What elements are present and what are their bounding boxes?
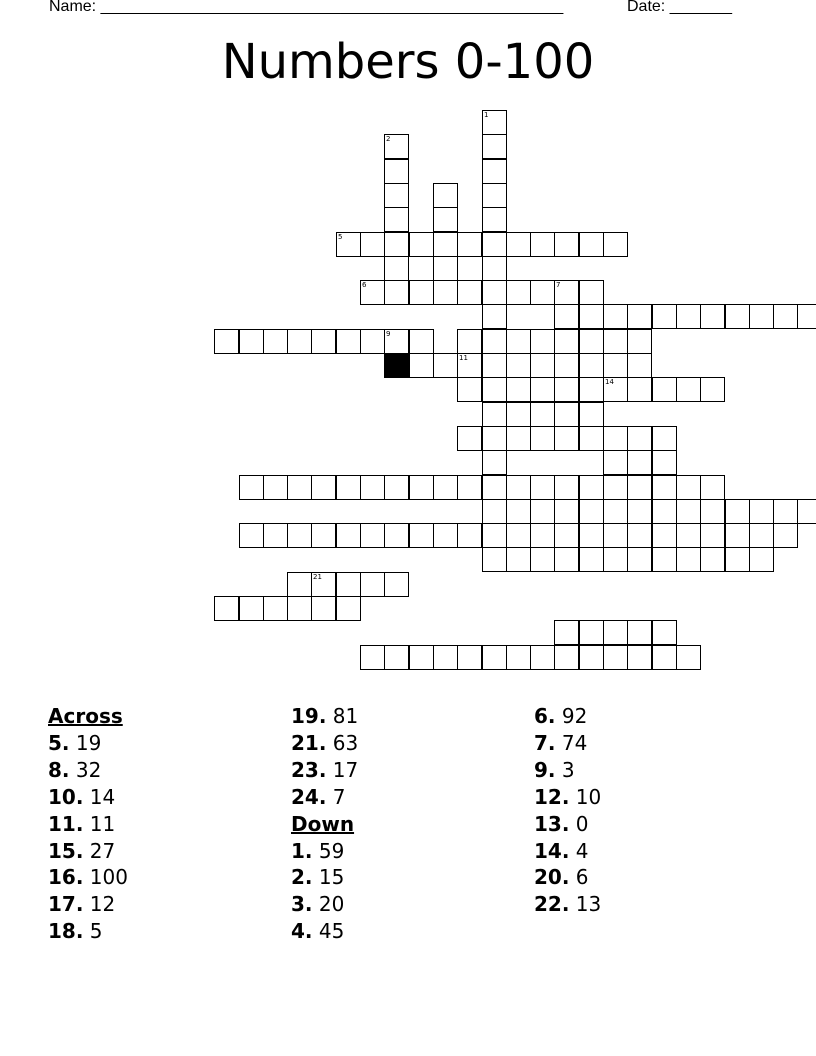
grid-cell[interactable] [384,256,409,281]
grid-cell[interactable] [457,329,482,354]
clue-number-label: 2 [386,135,391,143]
grid-cell[interactable] [530,377,555,402]
grid-cell[interactable] [749,499,774,524]
clue-item [48,811,128,838]
grid-cell[interactable] [627,645,652,670]
grid-cell[interactable] [457,523,482,548]
grid-cell[interactable] [336,475,361,500]
grid-cell[interactable] [384,159,409,184]
clue-text: 15 [318,865,345,890]
grid-cell[interactable] [239,329,264,354]
grid-cell[interactable] [530,645,555,670]
clue-number: 4. [291,919,313,944]
grid-cell[interactable] [579,353,604,378]
grid-cell[interactable] [554,353,579,378]
grid-cell[interactable] [360,645,385,670]
grid-cell[interactable] [409,329,434,354]
grid-cell[interactable] [482,402,507,427]
clue-text: 12 [89,892,116,917]
grid-cell[interactable] [725,304,750,329]
grid-cell[interactable] [384,645,409,670]
clue-text: 11 [89,811,116,836]
clue-item [534,784,601,811]
grid-cell[interactable] [773,304,798,329]
grid-cell[interactable] [360,572,385,597]
grid-cell[interactable] [336,596,361,621]
grid-cell[interactable] [603,450,628,475]
grid-cell[interactable] [506,232,531,257]
clue-text: 17 [332,757,359,782]
grid-cell[interactable] [482,183,507,208]
grid-cell[interactable] [554,475,579,500]
grid-cell[interactable] [725,547,750,572]
grid-cell[interactable] [506,547,531,572]
grid-cell[interactable] [263,475,288,500]
clue-item [48,864,128,891]
grid-cell[interactable] [384,183,409,208]
grid-cell[interactable] [360,232,385,257]
grid-cell[interactable] [311,329,336,354]
clue-text: 14 [89,784,116,809]
grid-cell[interactable] [749,523,774,548]
grid-cell[interactable] [287,329,312,354]
grid-cell[interactable] [603,645,628,670]
clue-number: 14. [534,838,570,863]
grid-cell[interactable] [482,547,507,572]
clue-number: 15. [48,838,84,863]
across-heading: Across [48,704,123,728]
grid-cell[interactable] [384,329,409,354]
clue-text: 27 [89,838,116,863]
clue-text: 4 [575,838,589,863]
grid-cell[interactable] [627,475,652,500]
grid-cell[interactable] [676,475,701,500]
clue-item [48,784,128,811]
grid-cell[interactable] [360,280,385,305]
grid-cell[interactable] [433,280,458,305]
clue-item [291,730,358,757]
clue-number: 6. [534,704,556,728]
clue-text: 10 [575,784,602,809]
grid-cell[interactable] [457,426,482,451]
grid-cell[interactable] [603,620,628,645]
grid-cell[interactable] [433,183,458,208]
clue-item [534,838,601,865]
name-field: Name: ____________________________________________________ [49,0,564,15]
clue-text: 100 [89,865,128,890]
grid-cell[interactable] [482,475,507,500]
clue-number-label: 11 [459,354,468,362]
grid-cell[interactable] [287,596,312,621]
grid-cell[interactable] [482,499,507,524]
grid-cell[interactable] [336,523,361,548]
grid-cell[interactable] [384,475,409,500]
clue-number: 2. [291,865,313,890]
grid-cell[interactable] [409,645,434,670]
grid-cell[interactable] [336,572,361,597]
grid-cell[interactable] [384,523,409,548]
grid-cell[interactable] [700,547,725,572]
grid-cell[interactable] [506,499,531,524]
grid-cell[interactable] [603,377,628,402]
clue-item [291,864,358,891]
grid-cell[interactable] [603,304,628,329]
grid-cell[interactable] [652,499,677,524]
clue-number-label: 5 [338,233,343,241]
clue-item [48,757,128,784]
grid-cell[interactable] [579,620,604,645]
grid-cell[interactable] [457,645,482,670]
grid-cell[interactable] [433,523,458,548]
clue-text: 63 [332,730,359,755]
clue-number: 21. [291,730,327,755]
grid-cell[interactable] [433,256,458,281]
grid-cell[interactable] [725,499,750,524]
grid-cell[interactable] [579,402,604,427]
clue-number: 8. [48,757,70,782]
grid-cell[interactable] [530,523,555,548]
grid-cell[interactable] [433,207,458,232]
clue-number: 3. [291,892,313,917]
grid-cell[interactable] [627,547,652,572]
grid-cell[interactable] [603,523,628,548]
grid-cell[interactable] [652,645,677,670]
grid-cell[interactable] [530,402,555,427]
clue-item [291,918,358,945]
grid-cell[interactable] [482,134,507,159]
grid-cell[interactable] [579,499,604,524]
grid-cell[interactable] [506,402,531,427]
clue-text: 59 [318,838,345,863]
grid-cell[interactable] [482,377,507,402]
grid-cell[interactable] [530,547,555,572]
grid-cell[interactable] [409,523,434,548]
grid-cell[interactable] [652,475,677,500]
grid-cell[interactable] [409,475,434,500]
grid-cell[interactable] [773,523,798,548]
grid-cell[interactable] [506,523,531,548]
grid-cell[interactable] [482,426,507,451]
grid-cell[interactable] [506,645,531,670]
grid-cell[interactable] [360,329,385,354]
grid-cell[interactable] [554,499,579,524]
grid-cell[interactable] [676,499,701,524]
grid-cell[interactable] [482,450,507,475]
clue-item [534,730,601,757]
clue-item [48,730,128,757]
grid-cell[interactable] [263,596,288,621]
grid-cell[interactable] [384,207,409,232]
grid-cell[interactable] [457,280,482,305]
grid-cell[interactable] [579,645,604,670]
grid-cell[interactable] [263,329,288,354]
clue-item [291,838,358,865]
grid-cell[interactable] [700,475,725,500]
clues-column-2 [291,703,358,945]
grid-cell[interactable] [676,547,701,572]
grid-cell[interactable] [384,134,409,159]
clue-item [534,757,601,784]
clue-text: 5 [89,919,103,944]
grid-cell[interactable] [506,475,531,500]
grid-cell[interactable] [652,304,677,329]
clue-item [291,757,358,784]
grid-cell[interactable] [409,353,434,378]
clue-number: 12. [534,784,570,809]
grid-cell[interactable] [579,475,604,500]
clue-text: 20 [318,892,345,917]
grid-cell[interactable] [482,232,507,257]
clue-text: 32 [75,757,102,782]
grid-cell[interactable] [433,353,458,378]
grid-cell[interactable] [603,353,628,378]
date-field: Date: _______ [627,0,732,15]
grid-cell[interactable] [676,377,701,402]
clues-column-1 [48,703,128,945]
clue-number: 16. [48,865,84,890]
grid-cell[interactable] [287,572,312,597]
grid-cell[interactable] [214,329,239,354]
clue-number: 5. [48,730,70,755]
clue-number: 11. [48,811,84,836]
clue-item [48,918,128,945]
grid-cell[interactable] [627,304,652,329]
grid-cell[interactable] [433,475,458,500]
clue-number: 9. [534,757,556,782]
clue-number: 20. [534,865,570,890]
grid-cell[interactable] [554,304,579,329]
grid-cell[interactable] [700,377,725,402]
clue-text: 92 [561,704,588,728]
clue-item [534,864,601,891]
grid-cell[interactable] [384,280,409,305]
grid-cell[interactable] [627,523,652,548]
down-heading: Down [291,811,355,836]
grid-cell[interactable] [627,450,652,475]
clue-number-label: 21 [313,573,322,581]
grid-cell[interactable] [652,547,677,572]
clue-text: 74 [561,730,588,755]
grid-cell[interactable] [506,377,531,402]
clue-text: 3 [561,757,575,782]
grid-cell[interactable] [603,426,628,451]
clue-item [48,838,128,865]
grid-cell[interactable] [676,304,701,329]
grid-cell[interactable] [603,232,628,257]
clue-number: 1. [291,838,313,863]
grid-cell[interactable] [652,377,677,402]
grid-cell[interactable] [506,353,531,378]
clue-number: 23. [291,757,327,782]
clue-number: 17. [48,892,84,917]
grid-cell[interactable] [700,523,725,548]
grid-cell[interactable] [579,329,604,354]
clue-number: 22. [534,892,570,917]
grid-cell[interactable] [554,232,579,257]
clue-text: 0 [575,811,589,836]
grid-cell[interactable] [530,232,555,257]
grid-cell[interactable] [773,499,798,524]
grid-cell[interactable] [482,353,507,378]
clue-text: 6 [575,865,589,890]
grid-cell[interactable] [554,645,579,670]
grid-cell[interactable] [482,207,507,232]
grid-cell[interactable] [433,232,458,257]
grid-cell[interactable] [384,232,409,257]
grid-cell[interactable] [579,426,604,451]
grid-cell[interactable] [627,377,652,402]
grid-cell[interactable] [627,426,652,451]
grid-cell[interactable] [482,645,507,670]
grid-cell[interactable] [554,329,579,354]
grid-cell[interactable] [530,280,555,305]
grid-cell[interactable] [239,475,264,500]
grid-cell[interactable] [336,329,361,354]
grid-cell[interactable] [336,232,361,257]
grid-cell[interactable] [579,304,604,329]
grid-cell[interactable] [676,645,701,670]
clue-number: 13. [534,811,570,836]
grid-cell[interactable] [482,304,507,329]
clue-number: 24. [291,784,327,809]
grid-cell[interactable] [457,475,482,500]
grid-cell[interactable] [311,523,336,548]
clue-number-label: 9 [386,330,391,338]
grid-cell[interactable] [506,329,531,354]
grid-cell[interactable] [506,280,531,305]
grid-cell[interactable] [239,596,264,621]
black-cell [384,353,409,378]
clue-number-label: 7 [556,281,561,289]
grid-cell[interactable] [554,402,579,427]
clue-text: 13 [575,892,602,917]
grid-cell[interactable] [554,523,579,548]
grid-cell[interactable] [530,329,555,354]
grid-cell[interactable] [579,280,604,305]
grid-cell[interactable] [482,280,507,305]
page-title: Numbers 0-100 [221,34,595,90]
grid-cell[interactable] [627,620,652,645]
grid-cell[interactable] [482,523,507,548]
grid-cell[interactable] [409,232,434,257]
grid-cell[interactable] [530,499,555,524]
grid-cell[interactable] [652,620,677,645]
clue-item [291,891,358,918]
clue-number: 18. [48,919,84,944]
grid-cell[interactable] [482,256,507,281]
grid-cell[interactable] [603,329,628,354]
grid-cell[interactable] [749,304,774,329]
grid-cell[interactable] [554,426,579,451]
grid-cell[interactable] [506,426,531,451]
grid-cell[interactable] [530,426,555,451]
grid-cell[interactable] [311,596,336,621]
grid-cell[interactable] [627,353,652,378]
grid-cell[interactable] [603,499,628,524]
grid-cell[interactable] [360,475,385,500]
grid-cell[interactable] [579,232,604,257]
clue-text: 19 [75,730,102,755]
grid-cell[interactable] [263,523,288,548]
clue-number: 10. [48,784,84,809]
grid-cell[interactable] [603,475,628,500]
grid-cell[interactable] [530,353,555,378]
grid-cell[interactable] [287,523,312,548]
clue-item [534,811,601,838]
grid-cell[interactable] [652,426,677,451]
grid-cell[interactable] [554,280,579,305]
grid-cell[interactable] [797,304,816,329]
grid-cell[interactable] [797,499,816,524]
grid-cell[interactable] [457,353,482,378]
grid-cell[interactable] [652,450,677,475]
clues-column-3 [534,703,601,918]
grid-cell[interactable] [554,547,579,572]
grid-cell[interactable] [287,475,312,500]
grid-cell[interactable] [384,572,409,597]
grid-cell[interactable] [579,547,604,572]
clue-item [534,703,601,730]
clue-text: 81 [332,704,359,728]
clue-item [291,784,358,811]
clue-item [48,891,128,918]
grid-cell[interactable] [214,596,239,621]
clue-text: 7 [332,784,346,809]
grid-cell[interactable] [700,499,725,524]
clue-number-label: 1 [484,111,489,119]
grid-cell[interactable] [457,232,482,257]
grid-cell[interactable] [554,620,579,645]
grid-cell[interactable] [579,523,604,548]
grid-cell[interactable] [482,159,507,184]
grid-cell[interactable] [482,329,507,354]
grid-cell[interactable] [749,547,774,572]
grid-cell[interactable] [409,280,434,305]
grid-cell[interactable] [530,475,555,500]
clue-number: 7. [534,730,556,755]
grid-cell[interactable] [627,329,652,354]
grid-cell[interactable] [482,110,507,135]
grid-cell[interactable] [457,377,482,402]
clue-item [534,891,601,918]
clue-item [291,703,358,730]
grid-cell[interactable] [239,523,264,548]
grid-cell[interactable] [311,475,336,500]
clue-number-label: 14 [605,378,614,386]
grid-cell[interactable] [579,377,604,402]
grid-cell[interactable] [360,523,385,548]
clue-number: 19. [291,704,327,728]
clue-number-label: 6 [362,281,367,289]
grid-cell[interactable] [627,499,652,524]
grid-cell[interactable] [725,523,750,548]
grid-cell[interactable] [554,377,579,402]
clue-text: 45 [318,919,345,944]
grid-cell[interactable] [603,547,628,572]
grid-cell[interactable] [700,304,725,329]
grid-cell[interactable] [433,645,458,670]
grid-cell[interactable] [311,572,336,597]
grid-cell[interactable] [676,523,701,548]
grid-cell[interactable] [652,523,677,548]
